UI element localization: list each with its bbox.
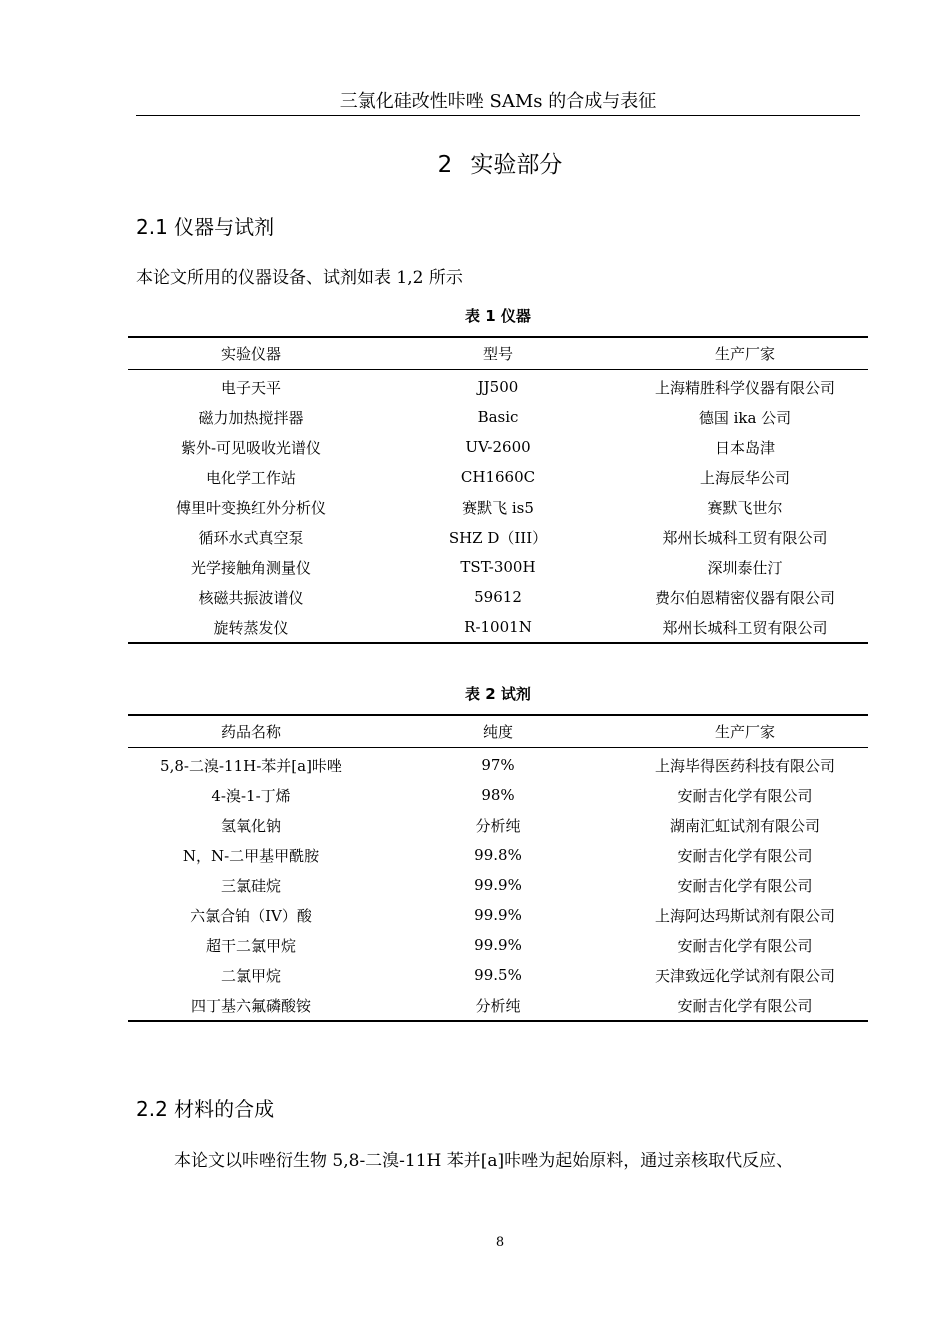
table-header-cell: 生产厂家 bbox=[622, 715, 868, 748]
instruments-table bbox=[128, 336, 868, 644]
table-cell: 99.9% bbox=[474, 936, 522, 954]
table-row bbox=[128, 810, 868, 840]
table-row bbox=[128, 552, 868, 582]
table-cell: 湖南汇虹试剂有限公司 bbox=[669, 816, 820, 835]
table-header-cell: 药品名称 bbox=[128, 715, 374, 748]
chapter-title bbox=[0, 146, 950, 179]
table-cell: 98% bbox=[481, 786, 515, 804]
table-cell: 电化学工作站 bbox=[205, 468, 296, 487]
table-cell: 三氯硅烷 bbox=[220, 876, 281, 895]
table-header-cell: 实验仪器 bbox=[128, 337, 374, 370]
table-row bbox=[128, 990, 868, 1021]
table-cell: 光学接触角测量仪 bbox=[190, 558, 311, 577]
table-cell: 六氯合铂（IV）酸 bbox=[190, 906, 312, 925]
table-row bbox=[128, 582, 868, 612]
table-header-cell: 生产厂家 bbox=[622, 337, 868, 370]
table-header-cell: 型号 bbox=[374, 337, 622, 370]
table-cell: 分析纯 bbox=[475, 816, 521, 835]
table-cell: SHZ D（III） bbox=[448, 528, 548, 547]
table-cell: 郑州长城科工贸有限公司 bbox=[622, 612, 868, 643]
table-cell: CH1660C bbox=[460, 468, 536, 486]
table-cell: 循环水式真空泵 bbox=[198, 528, 304, 547]
table-cell: 安耐吉化学有限公司 bbox=[677, 876, 813, 895]
table-row bbox=[128, 960, 868, 990]
table-cell: 氢氧化钠 bbox=[220, 816, 281, 835]
table-cell: 5,8-二溴-11H-苯并[a]咔唑 bbox=[160, 756, 342, 775]
table-cell: 超干二氯甲烷 bbox=[205, 936, 296, 955]
table-cell: 上海毕得医药科技有限公司 bbox=[654, 756, 835, 775]
table-cell: 天津致远化学试剂有限公司 bbox=[654, 966, 835, 985]
table-cell: 安耐吉化学有限公司 bbox=[677, 936, 813, 955]
section-2-1-heading: 2.1 仪器与试剂 bbox=[136, 215, 275, 239]
reagents-table bbox=[128, 714, 868, 1022]
table-cell: 99.5% bbox=[474, 966, 522, 984]
table-cell: 上海阿达玛斯试剂有限公司 bbox=[654, 906, 835, 925]
table-cell: 上海精胜科学仪器有限公司 bbox=[654, 378, 835, 397]
table-cell: 郑州长城科工贸有限公司 bbox=[662, 528, 828, 547]
table-header-row bbox=[128, 715, 868, 748]
table-cell: 四丁基六氟磷酸铵 bbox=[128, 990, 374, 1021]
chapter-title-text: 实验部分 bbox=[470, 152, 563, 178]
table-cell: N，N-二甲基甲酰胺 bbox=[182, 846, 320, 865]
page-number: 8 bbox=[495, 1235, 505, 1250]
table-header-cell: 纯度 bbox=[374, 715, 622, 748]
table-row bbox=[128, 900, 868, 930]
table-cell: 上海辰华公司 bbox=[699, 468, 790, 487]
table-row bbox=[128, 780, 868, 810]
table-cell: 97% bbox=[481, 756, 515, 774]
table-cell: 日本岛津 bbox=[714, 438, 775, 457]
table-cell: JJ500 bbox=[477, 378, 519, 396]
chapter-number: 2 bbox=[437, 152, 453, 178]
table-cell: 磁力加热搅拌器 bbox=[198, 408, 304, 427]
table-row bbox=[128, 930, 868, 960]
table-cell: 安耐吉化学有限公司 bbox=[677, 846, 813, 865]
table-cell: 二氯甲烷 bbox=[220, 966, 281, 985]
table-cell: 电子天平 bbox=[220, 378, 281, 397]
table-cell: 99.9% bbox=[474, 906, 522, 924]
table-cell: 核磁共振波谱仪 bbox=[198, 588, 304, 607]
running-header: 三氯化硅改性咔唑 SAMs 的合成与表征 bbox=[339, 91, 657, 112]
table-cell: 安耐吉化学有限公司 bbox=[677, 786, 813, 805]
table-cell: 紫外-可见吸收光谱仪 bbox=[180, 438, 322, 457]
table-cell: 99.8% bbox=[474, 846, 522, 864]
section-2-1-intro: 本论文所用的仪器设备、试剂如表 1,2 所示 bbox=[136, 268, 463, 288]
table-cell: Basic bbox=[477, 408, 519, 426]
table-cell: 旋转蒸发仪 bbox=[128, 612, 374, 643]
table-cell: 安耐吉化学有限公司 bbox=[622, 990, 868, 1021]
table-row bbox=[128, 432, 868, 462]
table-cell: 赛默飞世尔 bbox=[707, 498, 783, 517]
table-cell: UV-2600 bbox=[465, 438, 531, 456]
table-header-row bbox=[128, 337, 868, 370]
table-cell: R-1001N bbox=[374, 612, 622, 643]
table-cell: 分析纯 bbox=[374, 990, 622, 1021]
table-cell: 99.9% bbox=[474, 876, 522, 894]
table-row bbox=[128, 612, 868, 643]
table-row bbox=[128, 370, 868, 403]
section-2-2-paragraph: 本论文以咔唑衍生物 5,8-二溴-11H 苯并[a]咔唑为起始原料，通过亲核取代反应、 bbox=[174, 1151, 794, 1171]
section-2-2-heading: 2.2 材料的合成 bbox=[136, 1097, 275, 1121]
table2-caption: 表 2 试剂 bbox=[465, 685, 531, 703]
table-row bbox=[128, 492, 868, 522]
table-cell: 费尔伯恩精密仪器有限公司 bbox=[654, 588, 835, 607]
table-cell: 傅里叶变换红外分析仪 bbox=[175, 498, 326, 517]
header-rule bbox=[136, 115, 860, 116]
table-cell: 59612 bbox=[474, 588, 522, 606]
table-cell: 深圳泰仕汀 bbox=[707, 558, 783, 577]
table-row bbox=[128, 748, 868, 781]
table-cell: TST-300H bbox=[460, 558, 536, 576]
table1-caption: 表 1 仪器 bbox=[465, 307, 531, 325]
table-row bbox=[128, 462, 868, 492]
table-cell: 4-溴-1-丁烯 bbox=[211, 786, 291, 805]
table-row bbox=[128, 522, 868, 552]
table-row bbox=[128, 402, 868, 432]
table-cell: 德国 ika 公司 bbox=[698, 408, 792, 427]
table-row bbox=[128, 840, 868, 870]
table-row bbox=[128, 870, 868, 900]
table-cell: 赛默飞 is5 bbox=[462, 498, 534, 517]
